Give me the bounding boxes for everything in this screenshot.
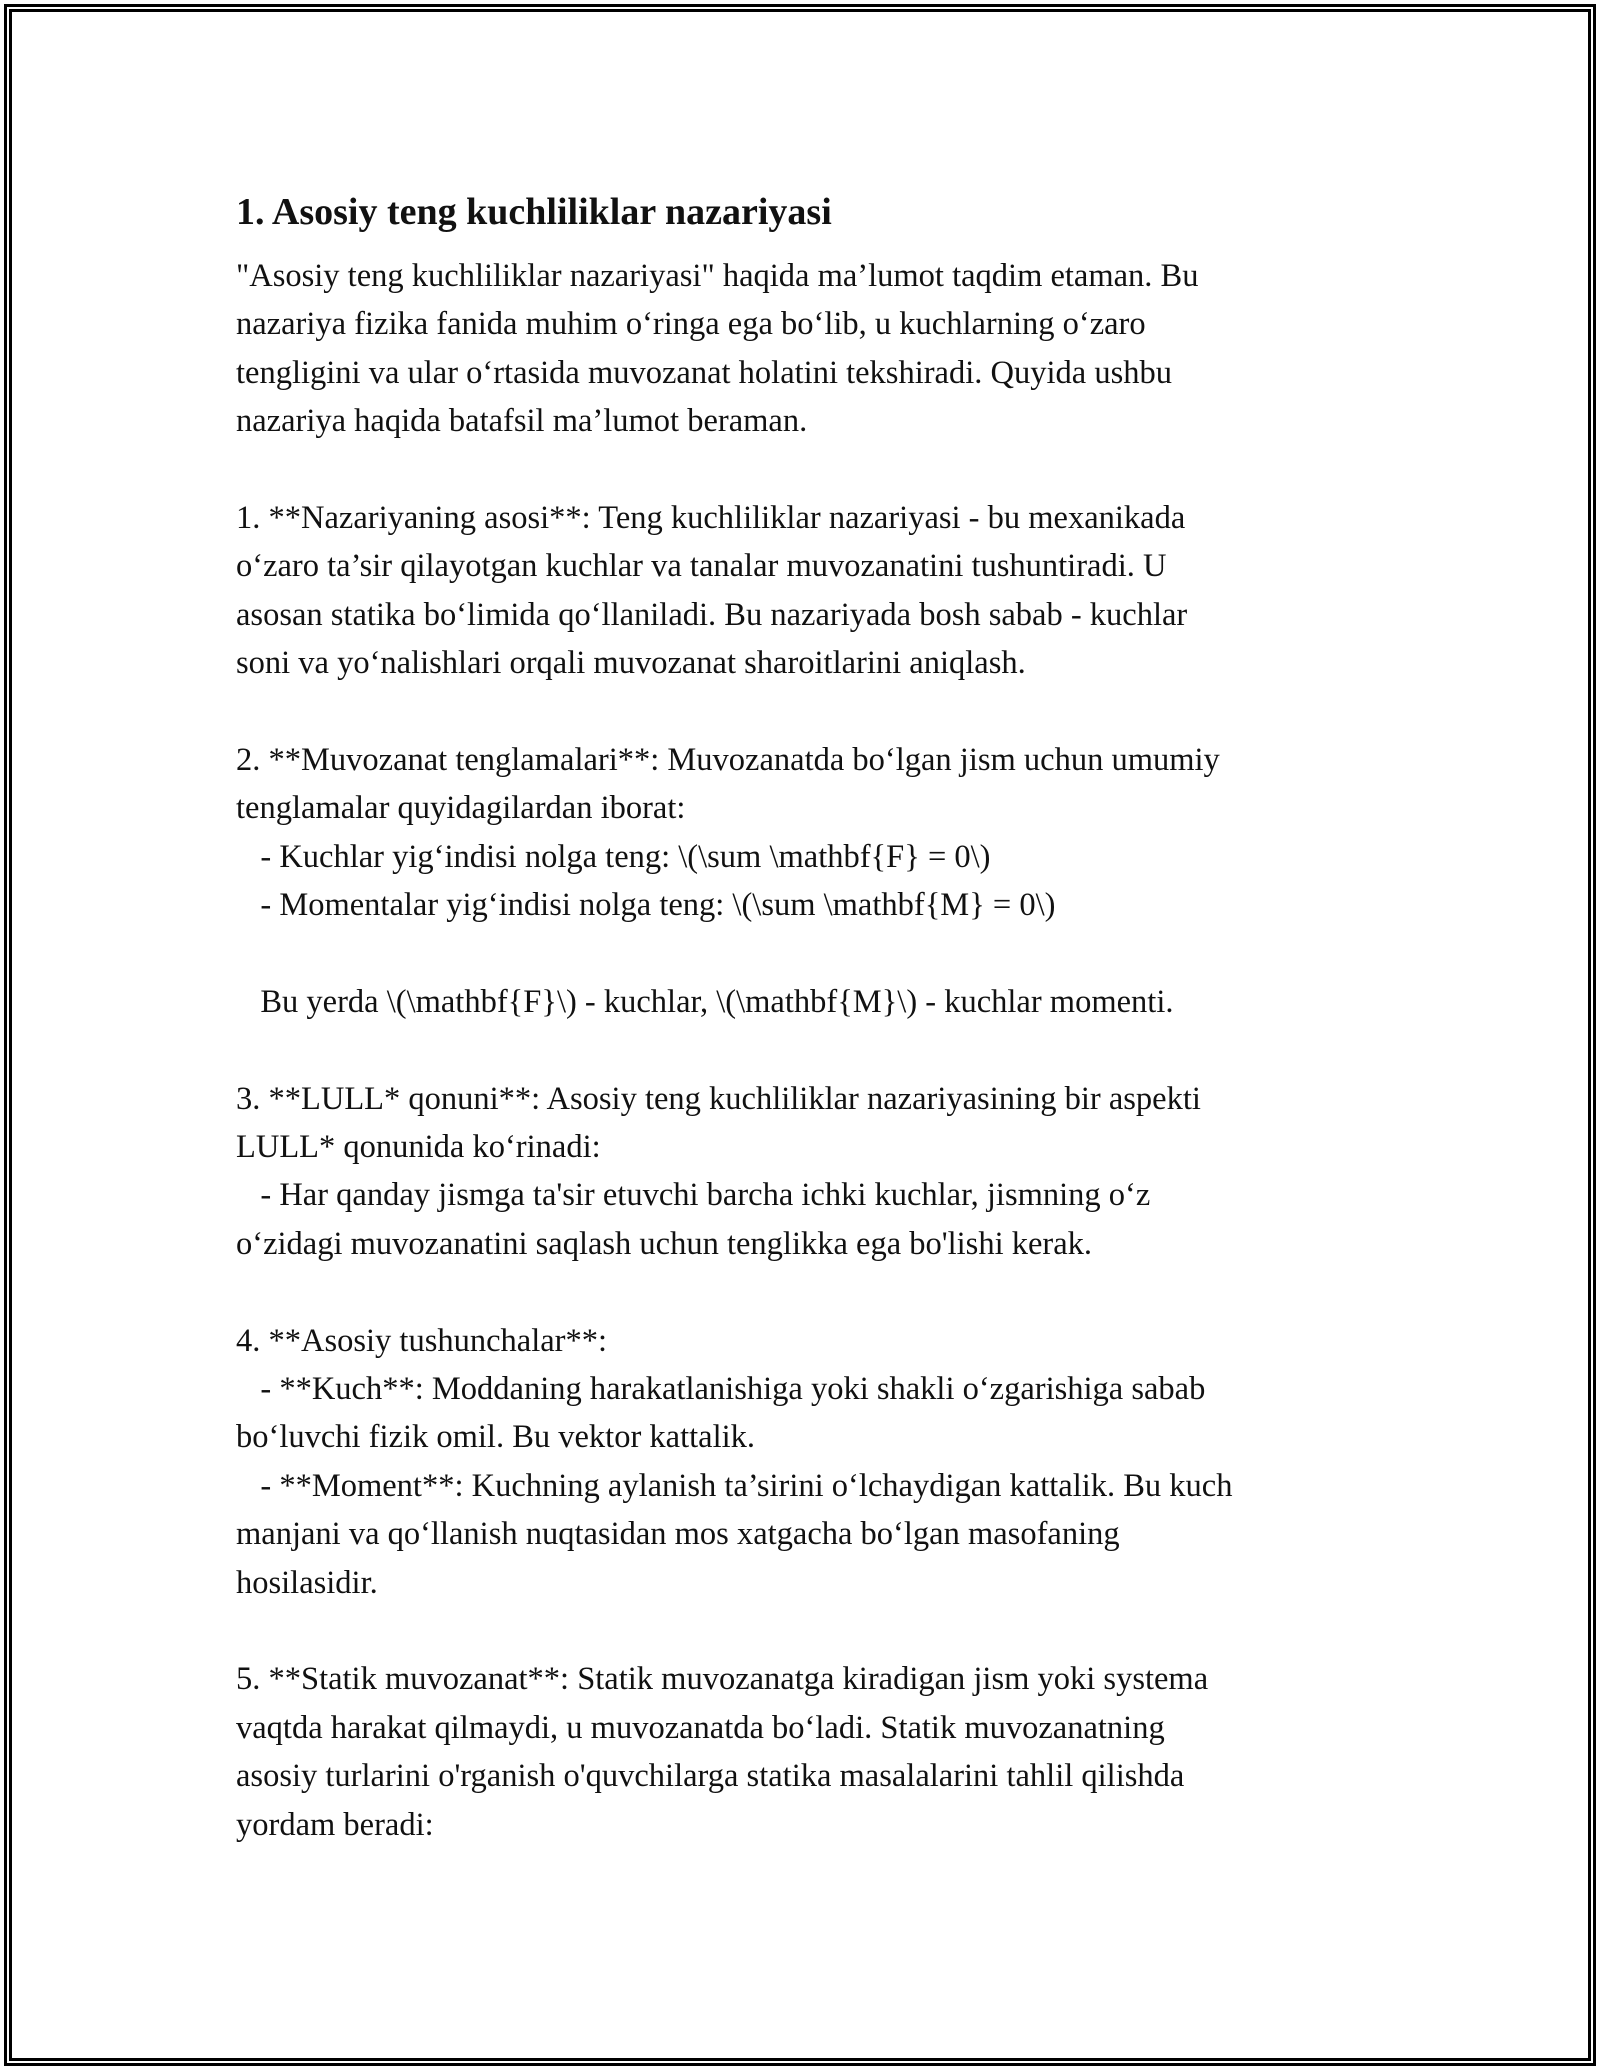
body-line: nazariya haqida batafsil ma’lumot beraman. bbox=[236, 403, 808, 440]
body-line: boʻluvchi fizik omil. Bu vektor kattalik. bbox=[236, 1419, 756, 1456]
body-line: nazariya fizika fanida muhim oʻringa ega boʻlib, u kuchlarning oʻzaro bbox=[236, 306, 1146, 343]
document-body bbox=[236, 182, 1386, 1849]
body-line: Bu yerda \(\mathbf{F}\) - kuchlar, \(\mathbf{M}\) - kuchlar momenti. bbox=[236, 983, 1174, 1020]
body-line: 4. **Asosiy tushunchalar**: bbox=[236, 1322, 608, 1359]
body-line: vaqtda harakat qilmaydi, u muvozanatda boʻladi. Statik muvozanatning bbox=[236, 1709, 1165, 1746]
body-line: - Har qanday jismga ta'sir etuvchi barcha ichki kuchlar, jismning oʻz bbox=[236, 1177, 1151, 1214]
body-line: "Asosiy teng kuchliliklar nazariyasi" haqida ma’lumot taqdim etaman. Bu bbox=[236, 258, 1199, 294]
body-line: 2. **Muvozanat tenglamalari**: Muvozanatda boʻlgan jism uchun umumiy bbox=[236, 741, 1220, 778]
body-line: asosiy turlarini o'rganish o'quvchilarga statika masalalarini tahlil qilishda bbox=[236, 1758, 1185, 1795]
blank-line bbox=[236, 446, 1386, 494]
blank-line bbox=[236, 1607, 1386, 1655]
document-title: 1. Asosiy teng kuchliliklar nazariyasi bbox=[236, 191, 832, 233]
body-line: - Momentalar yigʻindisi nolga teng: \(\sum \mathbf{M} = 0\) bbox=[236, 887, 1056, 924]
body-line: 1. **Nazariyaning asosi**: Teng kuchliliklar nazariyasi - bu mexanikada bbox=[236, 499, 1186, 536]
body-line: 3. **LULL* qonuni**: Asosiy teng kuchliliklar nazariyasining bir aspekti bbox=[236, 1080, 1201, 1117]
body-line: tengligini va ular oʻrtasida muvozanat holatini tekshiradi. Quyida ushbu bbox=[236, 354, 1172, 391]
body-line: 5. **Statik muvozanat**: Statik muvozanatga kiradigan jism yoki systema bbox=[236, 1661, 1209, 1698]
body-line: oʻzaro ta’sir qilayotgan kuchlar va tanalar muvozanatini tushuntiradi. U bbox=[236, 548, 1167, 585]
blank-line bbox=[236, 929, 1386, 977]
body-line: tenglamalar quyidagilardan iborat: bbox=[236, 790, 686, 827]
body-line: - **Kuch**: Moddaning harakatlanishiga yoki shakli oʻzgarishiga sabab bbox=[236, 1370, 1206, 1407]
blank-line bbox=[236, 1268, 1386, 1316]
body-line: LULL* qonunida koʻrinadi: bbox=[236, 1129, 601, 1166]
body-line: soni va yoʻnalishlari orqali muvozanat sharoitlarini aniqlash. bbox=[236, 645, 1026, 682]
blank-line bbox=[236, 1026, 1386, 1074]
body-line: hosilasidir. bbox=[236, 1564, 378, 1601]
body-line: - **Moment**: Kuchning aylanish ta’sirini oʻlchaydigan kattalik. Bu kuch bbox=[236, 1467, 1233, 1504]
body-line: oʻzidagi muvozanatini saqlash uchun tenglikka ega bo'lishi kerak. bbox=[236, 1225, 1093, 1262]
blank-line bbox=[236, 688, 1386, 736]
body-line: asosan statika boʻlimida qoʻllaniladi. Bu nazariyada bosh sabab - kuchlar bbox=[236, 596, 1188, 633]
body-line: yordam beradi: bbox=[236, 1806, 434, 1843]
body-line: - Kuchlar yigʻindisi nolga teng: \(\sum \mathbf{F} = 0\) bbox=[236, 838, 991, 875]
body-line: manjani va qoʻllanish nuqtasidan mos xatgacha boʻlgan masofaning bbox=[236, 1516, 1120, 1553]
